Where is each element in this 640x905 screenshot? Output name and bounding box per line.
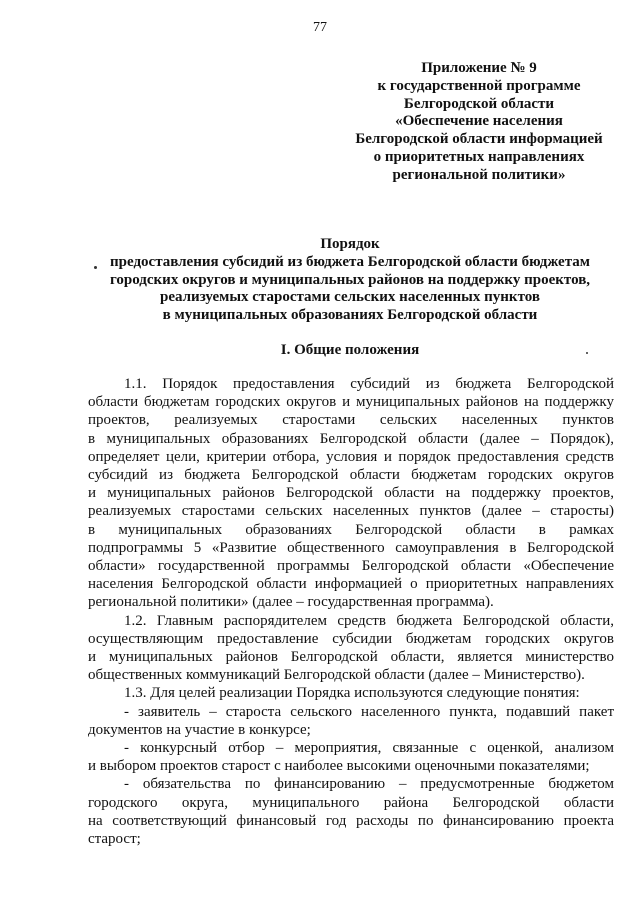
title-line: городских округов и муниципальных районов на поддержку проектов, [109,271,591,288]
appendix-line: Белгородской области информацией [355,131,603,148]
body-text [88,375,614,848]
title-line: в муниципальных образованиях Белгородской области [162,307,538,324]
body-line: на соответствующий финансовый год расходы по финансированию проекта [88,812,614,829]
body-line: региональной политики» (далее – государственная программа). [88,594,494,611]
body-line: городского округа, муниципального района Белгородской области [88,794,614,811]
appendix-line: Белгородской области [403,95,555,112]
body-line: и муниципальных районов Белгородской области на поддержку проектов, [88,485,614,502]
body-line: в муниципальных образованиях Белгородской области в рамках [88,521,614,538]
body-line: старост; [88,831,141,848]
document-title [60,236,640,325]
body-line: определяет цели, критерии отбора, условия и порядок предоставления средств [88,448,614,465]
scan-speck [586,352,588,354]
title-heading: Порядок [320,236,380,252]
body-line: - конкурсный отбор – мероприятия, связанные с оценкой, анализом [124,740,614,757]
body-line: документов на участие в конкурсе; [88,721,311,738]
body-line: 1.3. Для целей реализации Порядка используются следующие понятия: [124,685,580,702]
body-line: подпрограммы 5 «Развитие общественного самоуправления в Белгородской [88,539,614,556]
body-line: области» государственной программы Белгородской области «Обеспечение [88,558,614,575]
body-line: общественных коммуникаций Белгородской области (далее – Министерство). [88,667,585,684]
body-line: в муниципальных образованиях Белгородской области (далее – Порядок), [88,430,614,447]
body-line: - обязательства по финансированию – предусмотренные бюджетом [124,776,614,793]
body-line: реализуемых старостами сельских населенных пунктов (далее – старосты) [88,503,614,520]
appendix-line: региональной политики» [392,166,566,183]
appendix-line: «Обеспечение населения [395,113,563,130]
page-number: 77 [313,20,327,35]
body-line: населения Белгородской области информацией о приоритетных направлениях [88,576,614,593]
scan-speck [94,266,97,269]
body-line: - заявитель – староста сельского населенного пункта, подавший пакет [124,703,614,720]
body-line: осуществляющим предоставление субсидии бюджетам городских округов [88,630,614,647]
body-line: 1.2. Главным распорядителем средств бюджета Белгородской области, [124,612,614,629]
body-line: области бюджетам городских округов и муниципальных районов на поддержку [88,394,614,411]
body-line: проектов, реализуемых старостами сельских населенных пунктов [88,412,614,429]
body-line: и муниципальных районов Белгородской области, является министерство [88,649,614,666]
body-line: 1.1. Порядок предоставления субсидий из бюджета Белгородской [124,376,614,392]
body-line: и выбором проектов старост с наиболее высокими оценочными показателями; [88,758,590,775]
body-line: субсидий из бюджета Белгородской области бюджетам городских округов [88,467,614,484]
appendix-line: к государственной программе [377,77,581,94]
appendix-header [330,60,628,185]
section-heading: I. Общие положения [280,342,420,358]
appendix-line: о приоритетных направлениях [373,148,585,165]
title-line: предоставления субсидий из бюджета Белгородской области бюджетам [110,253,590,270]
appendix-line: Приложение № 9 [421,60,537,76]
title-line: реализуемых старостами сельских населенных пунктов [160,289,540,306]
